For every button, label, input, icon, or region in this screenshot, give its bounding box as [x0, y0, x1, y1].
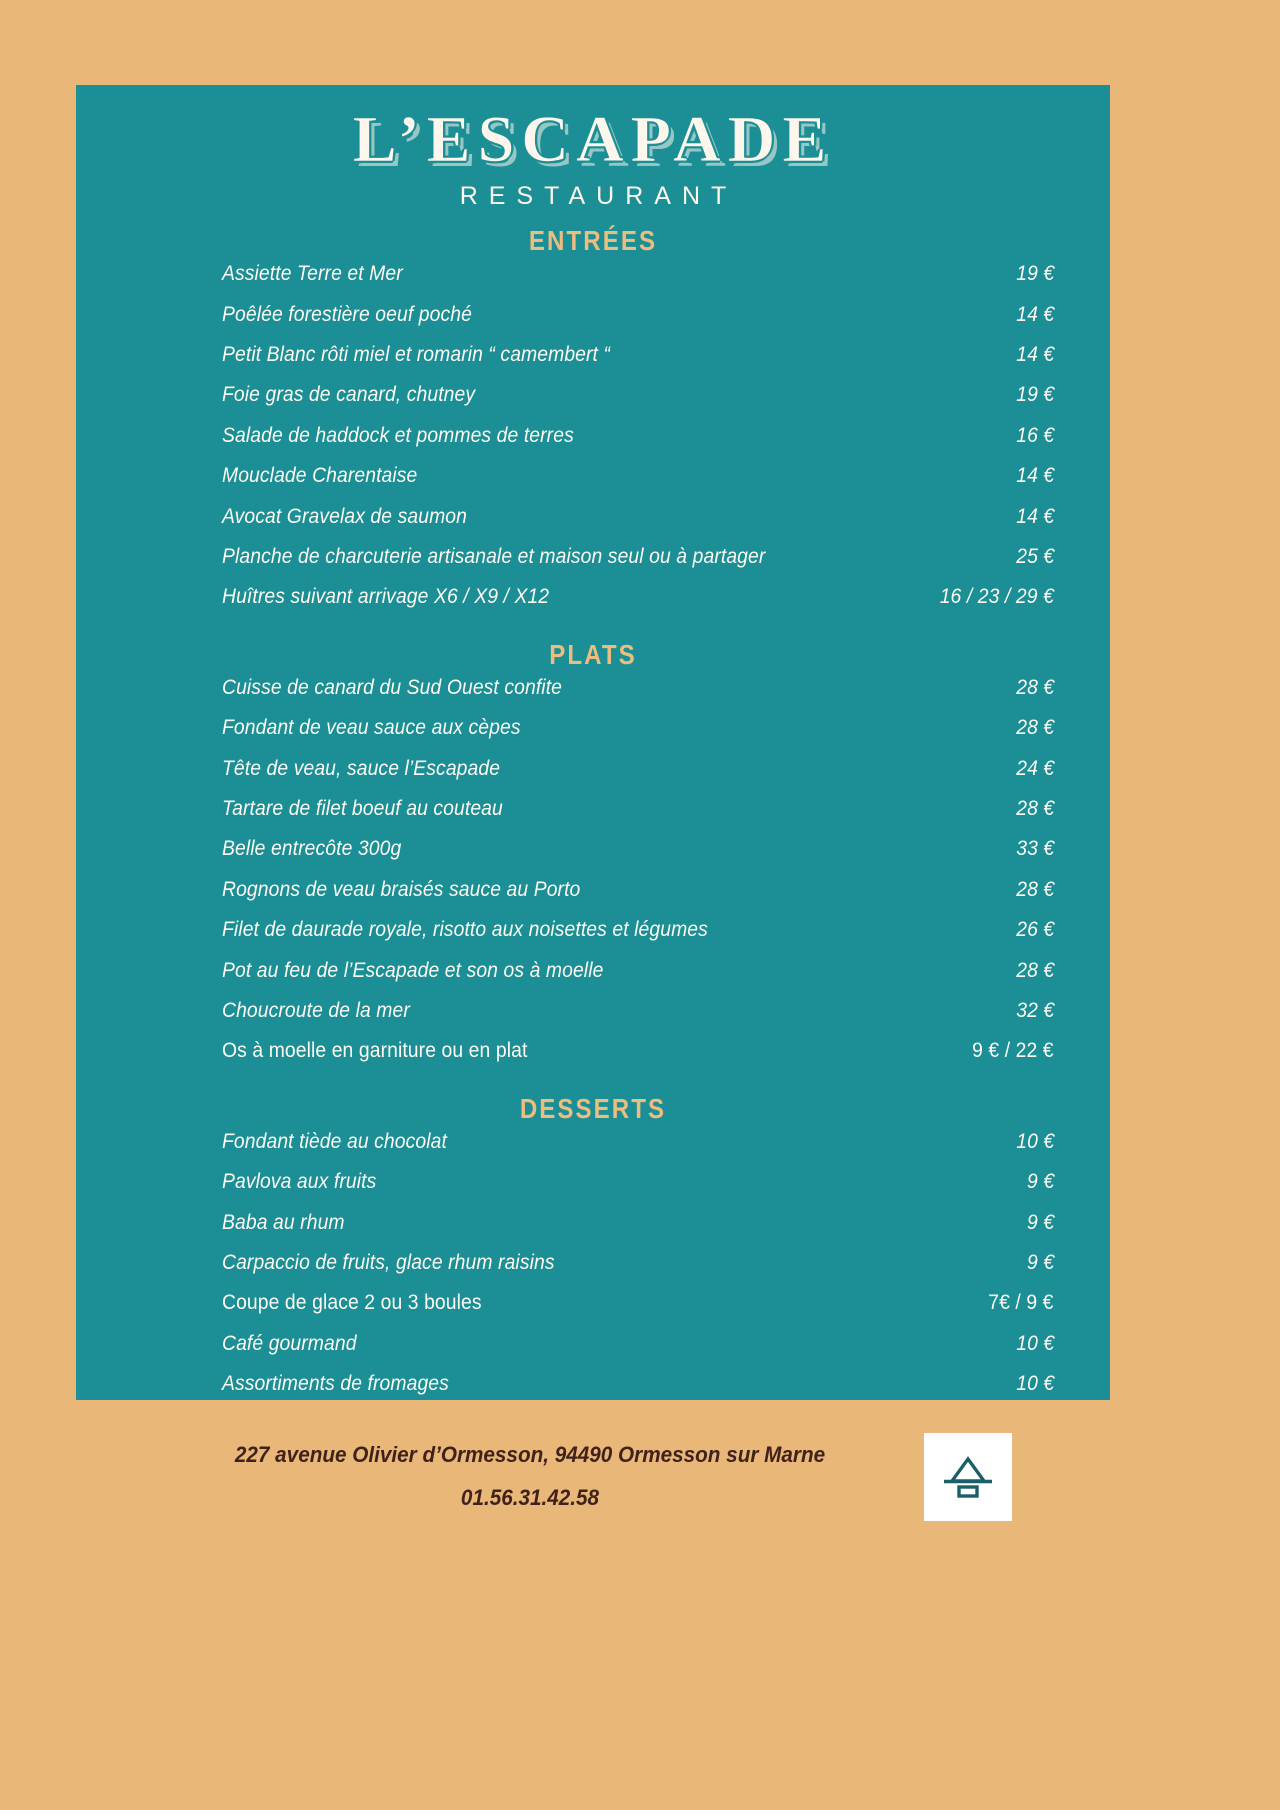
menu-item-price: 28 € [1015, 795, 1054, 820]
menu-item-name: Assiette Terre et Mer [222, 261, 403, 286]
menu-item-price: 10 € [1015, 1330, 1054, 1355]
menu-item-row [116, 1169, 1070, 1209]
menu-item-row [116, 423, 1070, 463]
menu-item-row [116, 1250, 1070, 1290]
menu-item-price: 10 € [1015, 1128, 1054, 1153]
menu-item-row [116, 1290, 1070, 1330]
menu-item-name: Baba au rhum [222, 1209, 345, 1234]
menu-item-row [116, 261, 1070, 301]
footer [0, 1400, 1280, 1810]
menu-item-row [116, 917, 1070, 957]
masthead [116, 85, 1070, 211]
menu-item-price: 28 € [1015, 876, 1054, 901]
menu-item-row [116, 796, 1070, 836]
menu-item-row [116, 302, 1070, 342]
menu-item-row [116, 675, 1070, 715]
menu-item-name: Rognons de veau braisés sauce au Porto [222, 876, 581, 901]
menu-item-price: 9 € [1026, 1169, 1054, 1194]
menu-item-row [116, 342, 1070, 382]
menu-item-price: 28 € [1015, 957, 1054, 982]
menu-item-name: Cuisse de canard du Sud Ouest confite [222, 674, 563, 699]
menu-item-price: 26 € [1015, 917, 1054, 942]
menu-item-price: 7€ / 9 € [988, 1290, 1054, 1315]
menu-item-name: Pot au feu de l’Escapade et son os à moelle [222, 957, 604, 982]
menu-item-price: 14 € [1015, 463, 1054, 488]
menu-item-name: Choucroute de la mer [222, 997, 410, 1022]
footer-contact [140, 1434, 920, 1520]
menu-item-price: 10 € [1015, 1371, 1054, 1396]
menu-item-row [116, 584, 1070, 624]
menu-item-price: 25 € [1015, 544, 1054, 569]
menu-item-name: Carpaccio de fruits, glace rhum raisins [222, 1249, 555, 1274]
section-heading: DESSERTS [519, 1092, 667, 1124]
section-items [116, 261, 1070, 625]
menu-item-price: 33 € [1015, 836, 1054, 861]
menu-item-row [116, 1210, 1070, 1250]
menu-item-row [116, 1038, 1070, 1078]
menu-item-name: Tête de veau, sauce l’Escapade [222, 755, 501, 780]
menu-item-price: 9 € / 22 € [972, 1038, 1054, 1063]
escapade-logo-icon [937, 1446, 999, 1508]
menu-item-name: Pavlova aux fruits [222, 1169, 377, 1194]
menu-item-name: Belle entrecôte 300g [222, 836, 402, 861]
menu-item-row [116, 1331, 1070, 1371]
restaurant-name: L’ESCAPADE [352, 103, 834, 176]
menu-item-name: Café gourmand [222, 1330, 357, 1355]
phone-number[interactable]: 01.56.31.42.58 [460, 1484, 600, 1510]
menu-item-name: Huîtres suivant arrivage X6 / X9 / X12 [222, 584, 550, 609]
menu-item-price: 14 € [1015, 301, 1054, 326]
menu-item-row [116, 544, 1070, 584]
menu-item-name: Salade de haddock et pommes de terres [222, 422, 574, 447]
menu-item-name: Fondant de veau sauce aux cèpes [222, 715, 521, 740]
menu-item-name: Poêlée forestière oeuf poché [222, 301, 472, 326]
menu-item-price: 9 € [1026, 1209, 1054, 1234]
menu-panel [76, 85, 1110, 1400]
menu-item-price: 28 € [1015, 674, 1054, 699]
menu-item-price: 16 € [1015, 422, 1054, 447]
menu-item-price: 19 € [1015, 382, 1054, 407]
menu-item-row [116, 1129, 1070, 1169]
menu-item-price: 9 € [1026, 1249, 1054, 1274]
menu-item-row [116, 836, 1070, 876]
menu-item-row [116, 504, 1070, 544]
section-heading: PLATS [549, 638, 637, 670]
menu-item-price: 14 € [1015, 342, 1054, 367]
menu-item-row [116, 463, 1070, 503]
menu-item-name: Foie gras de canard, chutney [222, 382, 476, 407]
address-line: 227 avenue Olivier d’Ormesson, 94490 Ormesson sur Marne [234, 1442, 826, 1467]
menu-item-name: Tartare de filet boeuf au couteau [222, 795, 503, 820]
logo-box [924, 1433, 1012, 1521]
menu-item-row [116, 877, 1070, 917]
menu-item-price: 16 / 23 / 29 € [939, 584, 1054, 609]
restaurant-subtitle: RESTAURANT [459, 182, 738, 211]
menu-item-price: 24 € [1015, 755, 1054, 780]
menu-item-row [116, 715, 1070, 755]
menu-item-row [116, 958, 1070, 998]
menu-item-row [116, 998, 1070, 1038]
menu-item-row [116, 382, 1070, 422]
menu-item-name: Planche de charcuterie artisanale et maison seul ou à partager [222, 544, 766, 569]
menu-item-name: Filet de daurade royale, risotto aux noisettes et légumes [222, 917, 708, 942]
menu-item-name: Coupe de glace 2 ou 3 boules [222, 1290, 482, 1315]
menu-item-price: 28 € [1015, 715, 1054, 740]
menu-item-name: Avocat Gravelax de saumon [222, 503, 467, 528]
menu-item-name: Petit Blanc rôti miel et romarin “ camembert “ [222, 342, 611, 367]
menu-sections [116, 225, 1070, 1452]
menu-item-price: 14 € [1015, 503, 1054, 528]
menu-item-name: Fondant tiède au chocolat [222, 1128, 447, 1153]
menu-item-name: Mouclade Charentaise [222, 463, 418, 488]
menu-item-name: Assortiments de fromages [222, 1371, 449, 1396]
menu-item-price: 32 € [1015, 997, 1054, 1022]
section-heading: ENTRÉES [528, 225, 658, 257]
menu-item-name: Os à moelle en garniture ou en plat [222, 1038, 528, 1063]
menu-item-row [116, 756, 1070, 796]
menu-item-price: 19 € [1015, 261, 1054, 286]
section-items [116, 675, 1070, 1079]
